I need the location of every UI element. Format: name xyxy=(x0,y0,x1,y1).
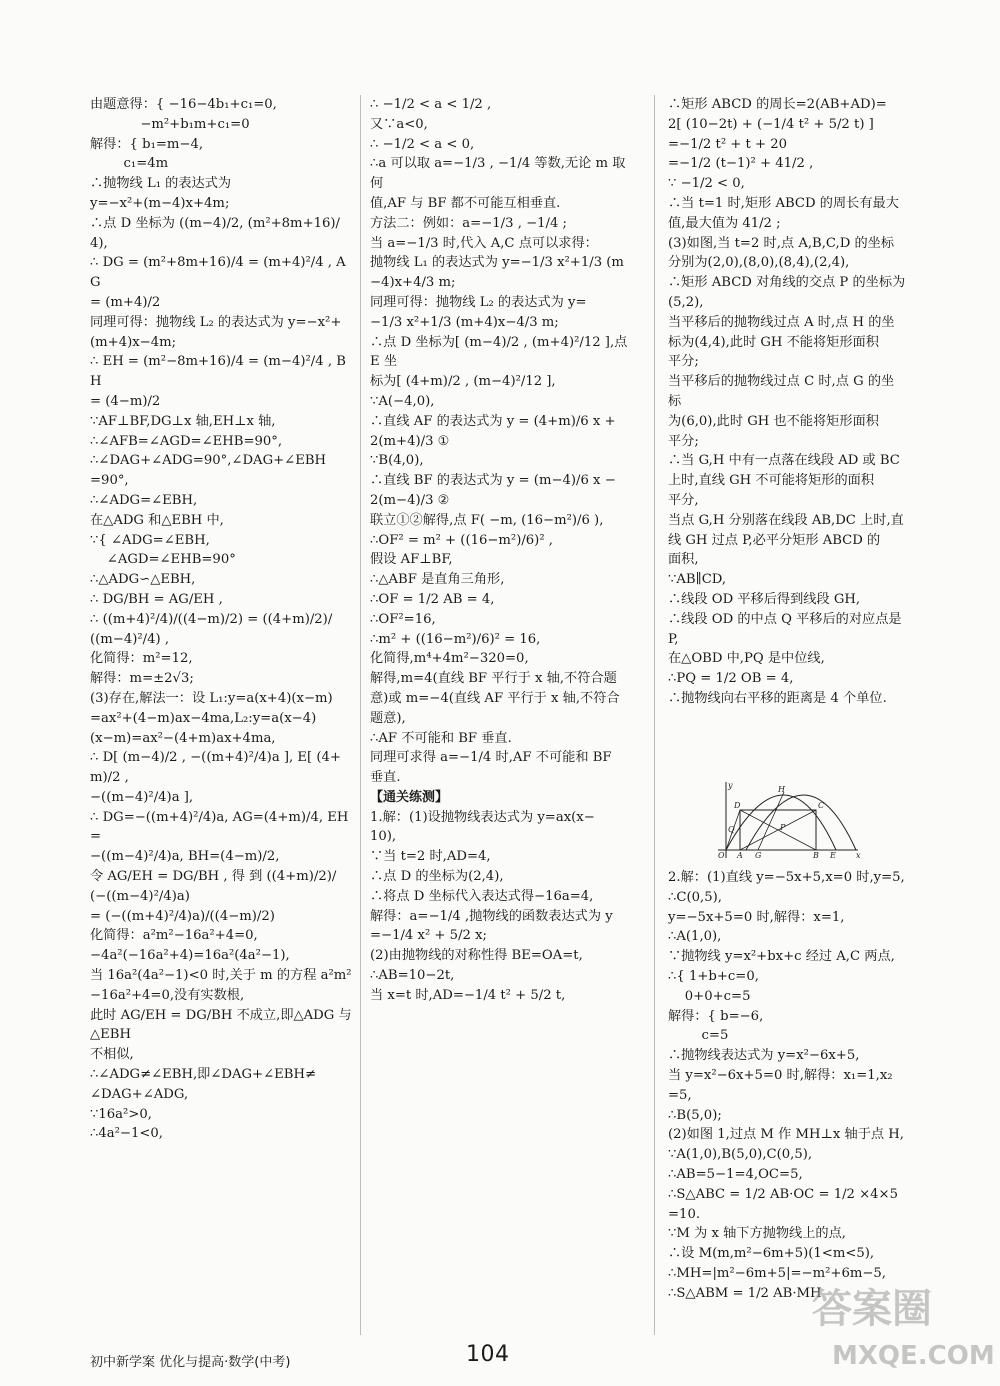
text-line: =ax²+(4−m)ax−4ma,L₂:y=a(x−4) xyxy=(90,710,317,726)
book-title: 初中新学案 优化与提高·数学(中考) xyxy=(90,1355,291,1370)
text-line: −4a²(−16a²+4)=16a²(4a²−1), xyxy=(90,948,290,964)
text-line: 当点 G,H 分别落在线段 AB,DC 上时,直 xyxy=(668,512,904,528)
text-line: 同理可得：抛物线 L₂ 的表达式为 y=−x²+ xyxy=(90,314,342,330)
figure-label-a: A xyxy=(737,851,743,860)
text-line: ∠DAG+∠ADG, xyxy=(90,1086,189,1102)
text-line: ∵B(4,0), xyxy=(370,453,424,469)
figure-label-p: P xyxy=(780,823,786,832)
text-line: ∴直线 BF 的表达式为 y = (m−4)/6 x − xyxy=(370,473,616,489)
text-line: 题意), xyxy=(370,710,406,726)
text-line: 假设 AF⊥BF, xyxy=(370,552,453,568)
figure-label-e: E xyxy=(830,851,836,860)
text-line: ∴线段 OD 的中点 Q 平移后的对应点是 xyxy=(668,611,902,627)
text-line: −16a²+4=0,没有实数根, xyxy=(90,987,245,1003)
text-line: ∴PQ = 1/2 OB = 4, xyxy=(668,671,794,687)
text-line: ∴△ADG∽△EBH, xyxy=(90,572,196,588)
text-line: 1.解：(1)设抛物线表达式为 y=ax(x− xyxy=(370,809,595,825)
text-line: 10), xyxy=(370,829,397,845)
text-line: ∠AGD=∠EHB=90° xyxy=(90,552,236,568)
text-line: ∴OF² = m² + ((16−m²)/6)² , xyxy=(370,532,554,548)
text-line: 2.解：(1)直线 y=−5x+5,x=0 时,y=5, xyxy=(668,870,905,885)
text-line: = (−((m+4)²/4)a)/((4−m)/2) xyxy=(90,908,275,924)
text-line: 上时,直线 GH 不可能将矩形的面积 xyxy=(668,473,875,489)
text-line: 2(m+4)/3 ① xyxy=(370,433,450,449)
text-line: ∵A(−4,0), xyxy=(370,393,435,409)
text-line: 解得,m=4(直线 BF 平行于 x 轴,不符合题 xyxy=(370,671,617,687)
text-line: ∴ DG = (m²+8m+16)/4 = (m+4)²/4 , AG xyxy=(90,255,346,291)
text-line: = (m+4)/2 xyxy=(90,294,161,310)
parabola-rectangle-figure xyxy=(712,780,864,860)
text-line: −((m−4)²/4)a ], xyxy=(90,789,194,805)
text-line: 同理可求得 a=−1/4 时,AF 不可能和 BF xyxy=(370,750,612,766)
text-line: ∴AB=10−2t, xyxy=(370,968,455,984)
text-line: =5, xyxy=(668,1087,692,1103)
text-line: y=−5x+5=0 时,解得：x=1, xyxy=(668,909,845,925)
text-line: =−1/2 t² + t + 20 xyxy=(668,136,788,152)
text-line: c=5 xyxy=(668,1028,729,1044)
text-line: ∵A(1,0),B(5,0),C(0,5), xyxy=(668,1147,813,1163)
text-line: ∴直线 AF 的表达式为 y = (4+m)/6 x + xyxy=(370,413,616,429)
text-line: ∴S△ABC = 1/2 AB·OC = 1/2 ×4×5=10. xyxy=(668,1186,899,1222)
figure-label-h: H xyxy=(778,785,785,794)
figure-label-y: y xyxy=(728,781,733,790)
text-line: ∴AB=5−1=4,OC=5, xyxy=(668,1166,803,1182)
text-line: ∴ −1/2 < a < 1/2 , xyxy=(370,97,492,112)
right-column xyxy=(668,95,906,709)
text-line: ∴矩形 ABCD 对角线的交点 P 的坐标为 xyxy=(668,275,906,291)
text-line: ∴AF 不可能和 BF 垂直. xyxy=(370,730,512,746)
text-line: ∴MH=|m²−6m+5|=−m²+6m−5, xyxy=(668,1265,886,1281)
text-line: ∴点 D 坐标为[ (m−4)/2 , (m+4)²/12 ],点 E 坐 xyxy=(370,334,632,370)
text-line: y=−x²+(m−4)x+4m; xyxy=(90,195,230,211)
text-line: P, xyxy=(668,631,679,647)
section-title: 【通关练测】 xyxy=(370,789,449,805)
text-line: ∴矩形 ABCD 的周长=2(AB+AD)= xyxy=(668,97,887,112)
text-line: 当平移后的抛物线过点 A 时,点 H 的坐 xyxy=(668,314,895,330)
text-line: 抛物线 L₁ 的表达式为 y=−1/3 x²+1/3 (m xyxy=(370,255,624,271)
text-line: 为(6,0),此时 GH 也不能将矩形面积 xyxy=(668,413,879,429)
text-line: ∴C(0,5), xyxy=(668,889,722,905)
text-line: ∴OF = 1/2 AB = 4, xyxy=(370,591,495,607)
text-line: 标为[ (4+m)/2 , (m−4)²/12 ], xyxy=(370,374,556,390)
text-line: 解得：{ b₁=m−4, xyxy=(90,136,204,152)
figure-label-g: G xyxy=(755,851,762,860)
text-line: ∵当 t=2 时,AD=4, xyxy=(370,849,491,865)
text-line: ∵AF⊥BF,DG⊥x 轴,EH⊥x 轴, xyxy=(90,413,276,429)
text-line: −1/3 x²+1/3 (m+4)x−4/3 m; xyxy=(370,314,559,330)
text-line: ∴a 可以取 a=−1/3 , −1/4 等数,无论 m 取何 xyxy=(370,156,626,192)
text-line: 平分; xyxy=(668,354,699,370)
text-line: 垂直. xyxy=(370,770,401,786)
text-line: 解得：m=±2√3; xyxy=(90,671,194,687)
text-line: ∴抛物线 L₁ 的表达式为 xyxy=(90,176,232,192)
text-line: ∴当 t=1 时,矩形 ABCD 的周长有最大 xyxy=(668,195,899,211)
text-line: 在△ADG 和△EBH 中, xyxy=(90,512,224,528)
text-line: ∴点 D 的坐标为(2,4), xyxy=(370,869,504,885)
text-line: =−1/4 x² + 5/2 x; xyxy=(370,928,487,944)
middle-column xyxy=(370,95,632,1006)
text-line: 面积, xyxy=(668,552,699,568)
text-line: 值,最大值为 41/2 ; xyxy=(668,215,781,231)
text-line: c₁=4m xyxy=(90,156,169,172)
text-line: 在△OBD 中,PQ 是中位线, xyxy=(668,651,825,667)
text-line: −((m−4)²/4)a, BH=(4−m)/2, xyxy=(90,849,280,865)
text-line: (m+4)x−4m; xyxy=(90,334,177,350)
text-line: ∴∠ADG≠∠EBH,即∠DAG+∠EBH≠ xyxy=(90,1067,317,1083)
text-line: =90°, xyxy=(90,473,129,489)
text-line: ∵ −1/2 < 0, xyxy=(668,176,745,192)
page-number: 104 xyxy=(466,1342,510,1367)
text-line: ∴抛物线表达式为 y=x²−6x+5, xyxy=(668,1048,860,1064)
text-line: ∴∠ADG=∠EBH, xyxy=(90,492,198,508)
text-line: ∵16a²>0, xyxy=(90,1106,152,1122)
text-line: 线 GH 过点 P,必平分矩形 ABCD 的 xyxy=(668,532,881,548)
right-column-continued xyxy=(668,868,906,1304)
text-line: ∴A(1,0), xyxy=(668,929,722,945)
text-line: 化简得,m⁴+4m²−320=0, xyxy=(370,651,529,667)
text-line: 当 a=−1/3 时,代入 A,C 点可以求得： xyxy=(370,235,598,251)
figure-label-q: Q xyxy=(728,825,735,834)
text-line: 平分; xyxy=(668,433,699,449)
text-line: ∴△ABF 是直角三角形, xyxy=(370,572,505,588)
text-line: ∴当 G,H 中有一点落在线段 AD 或 BC xyxy=(668,453,900,469)
column-divider xyxy=(360,95,361,1335)
left-column xyxy=(90,95,352,1144)
figure-label-d: D xyxy=(734,801,741,810)
text-line: 化简得：a²m²−16a²+4=0, xyxy=(90,928,258,944)
text-line: ∴4a²−1<0, xyxy=(90,1126,164,1142)
text-line: (2)由抛物线的对称性得 BE=OA=t, xyxy=(370,948,583,964)
text-line: 值,AF 与 BF 都不可能互相垂直. xyxy=(370,195,561,211)
text-line: (x−m)=ax²−(4+m)ax+4ma, xyxy=(90,730,276,746)
text-line: 分别为(2,0),(8,0),(8,4),(2,4), xyxy=(668,255,850,271)
text-line: (2)如图 1,过点 M 作 MH⊥x 轴于点 H, xyxy=(668,1127,904,1143)
text-line: 当 16a²(4a²−1)<0 时,关于 m 的方程 a²m² xyxy=(90,968,352,984)
text-line: 又∵a<0, xyxy=(370,116,428,132)
text-line: ∴S△ABM = 1/2 AB·MH xyxy=(668,1285,822,1301)
text-line: ∴ ((m+4)²/4)/((4−m)/2) = ((4+m)/2)/((m−4)²/4) , xyxy=(90,611,333,647)
text-line: ∵M 为 x 轴下方抛物线上的点, xyxy=(668,1226,846,1242)
text-line: ∴ −1/2 < a < 0, xyxy=(370,136,475,152)
text-line: ∴∠AFB=∠AGD=∠EHB=90°, xyxy=(90,433,283,449)
text-line: 意)或 m=−4(直线 AF 平行于 x 轴,不符合 xyxy=(370,690,620,706)
text-line: (3)存在,解法一：设 L₁:y=a(x+4)(x−m) xyxy=(90,690,333,706)
text-line: −4)x+4/3 m; xyxy=(370,275,456,291)
text-line: ∴将点 D 坐标代入表达式得−16a=4, xyxy=(370,888,594,904)
text-line: 由题意得：{ −16−4b₁+c₁=0, xyxy=(90,97,277,112)
text-line: 当 y=x²−6x+5=0 时,解得：x₁=1,x₂ xyxy=(668,1067,893,1083)
segment-gh xyxy=(758,792,784,850)
text-line: =−1/2 (t−1)² + 41/2 , xyxy=(668,156,814,172)
text-line: ∴OF²=16, xyxy=(370,611,436,627)
figure-label-o: O xyxy=(718,851,725,860)
text-line: 标为(4,4),此时 GH 不能将矩形面积 xyxy=(668,334,879,350)
text-line: ∴线段 OD 平移后得到线段 GH, xyxy=(668,591,861,607)
text-line: −m²+b₁m+c₁=0 xyxy=(90,116,250,132)
text-line: 2(m−4)/3 ② xyxy=(370,492,450,508)
text-line: ∴点 D 坐标为 ((m−4)/2, (m²+8m+16)/4), xyxy=(90,215,340,251)
text-line: 解得：{ b=−6, xyxy=(668,1008,764,1024)
text-line: 方法二：例如：a=−1/3 , −1/4 ; xyxy=(370,215,567,231)
text-line: ∴∠DAG+∠ADG=90°,∠DAG+∠EBH xyxy=(90,453,327,469)
text-line: ∴B(5,0); xyxy=(668,1107,722,1123)
watermark-bottom-text: MXQE.COM xyxy=(832,1341,995,1371)
text-line: 当平移后的抛物线过点 C 时,点 G 的坐标 xyxy=(668,374,895,409)
text-line: ∴ DG=−((m+4)²/4)a, AG=(4+m)/4, EH= xyxy=(90,809,349,845)
text-line: 联立①②解得,点 F( −m, (16−m²)/6 ), xyxy=(370,512,604,528)
text-line: = (4−m)/2 xyxy=(90,393,161,409)
text-line: ∴ D[ (m−4)/2 , −((m+4)²/4)a ], E[ (4+m)/2 , xyxy=(90,750,341,786)
text-line: 平分, xyxy=(668,492,699,508)
figure-label-c: C xyxy=(818,801,825,810)
text-line: 令 AG/EH = DG/BH , 得 到 ((4+m)/2)/(−((m−4)²/4)a) xyxy=(90,869,337,904)
text-line: 不相似, xyxy=(90,1047,134,1063)
figure-label-x: x xyxy=(856,851,861,860)
watermark-logo xyxy=(804,1266,995,1376)
text-line: ∴设 M(m,m²−6m+5)(1<m<5), xyxy=(668,1246,875,1262)
text-line: 化简得：m²=12, xyxy=(90,651,193,667)
watermark-top-text: 答案圈 xyxy=(812,1286,932,1332)
text-line: ∴ DG/BH = AG/EH , xyxy=(90,591,223,607)
text-line: ∴m² + ((16−m²)/6)² = 16, xyxy=(370,631,541,647)
text-line: ∴抛物线向右平移的距离是 4 个单位. xyxy=(668,690,887,706)
text-line: ∴{ 1+b+c=0, xyxy=(668,968,759,984)
text-line: 此时 AG/EH = DG/BH 不成立,即△ADG 与△EBH xyxy=(90,1007,352,1043)
text-line: ∵AB∥CD, xyxy=(668,572,727,588)
text-line: (5,2), xyxy=(668,294,704,310)
figure-label-b: B xyxy=(813,851,819,860)
text-line: 当 x=t 时,AD=−1/4 t² + 5/2 t, xyxy=(370,987,566,1003)
column-divider xyxy=(654,95,655,1335)
text-line: (3)如图,当 t=2 时,点 A,B,C,D 的坐标 xyxy=(668,235,895,251)
text-line: 2[ (10−2t) + (−1/4 t² + 5/2 t) ] xyxy=(668,116,874,132)
text-line: 同理可得：抛物线 L₂ 的表达式为 y= xyxy=(370,294,587,310)
text-line: ∴ EH = (m²−8m+16)/4 = (m−4)²/4 , BH xyxy=(90,354,346,390)
text-line: ∵抛物线 y=x²+bx+c 经过 A,C 两点, xyxy=(668,949,895,965)
text-line: ∵{ ∠ADG=∠EBH, xyxy=(90,532,210,548)
text-line: 0+0+c=5 xyxy=(668,988,751,1004)
text-line: 解得：a=−1/4 ,抛物线的函数表达式为 y xyxy=(370,908,613,924)
